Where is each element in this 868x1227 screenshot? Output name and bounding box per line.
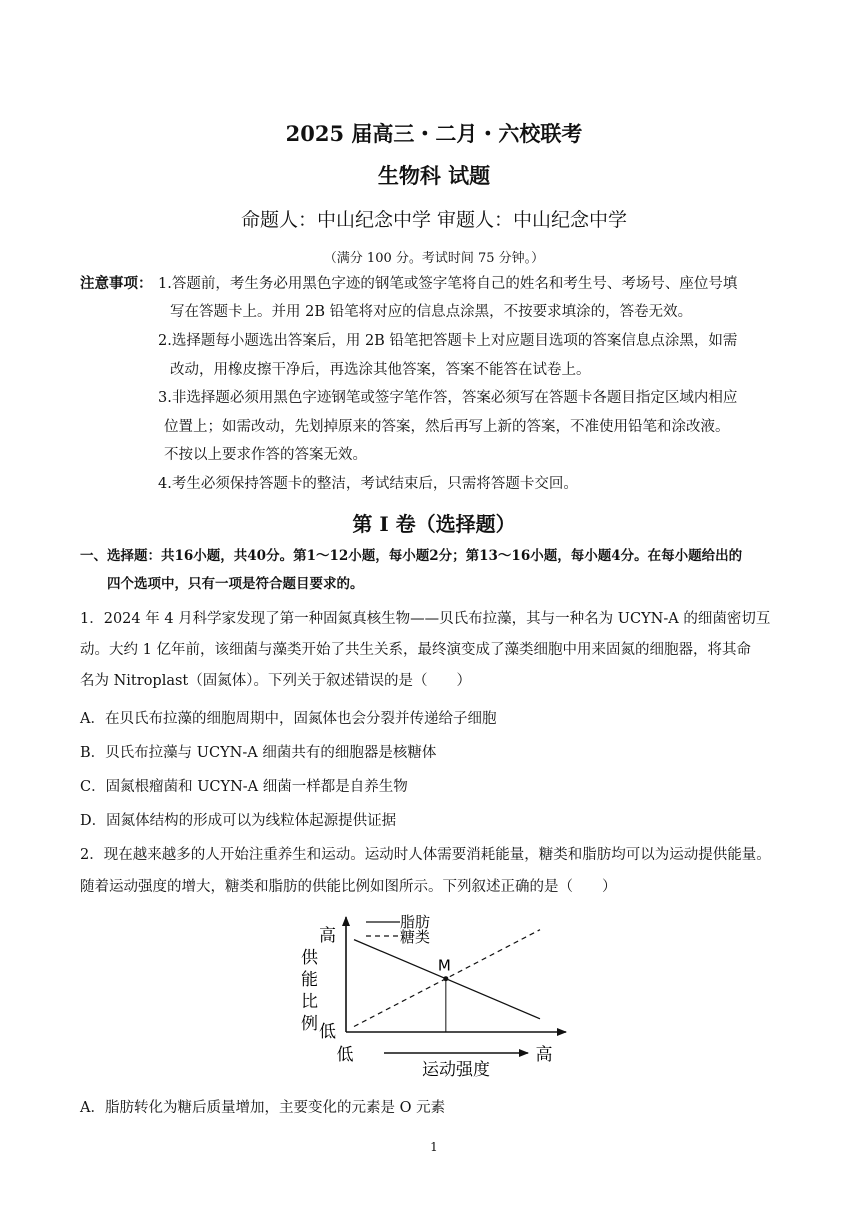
y-high-label: 高 — [319, 926, 336, 946]
q1-option-b: B．贝氏布拉藻与 UCYN-A 细菌共有的细胞器是核糖体 — [80, 745, 437, 761]
q2-option-a: A．脂肪转化为糖后质量增加，主要变化的元素是 O 元素 — [80, 1100, 446, 1116]
q1-stem-line-3: 名为 Nitroplast（固氮体）。下列关于叙述错误的是（ ） — [80, 673, 472, 689]
notice-item-1-line-2: 写在答题卡上。并用 2B 铅笔将对应的信息点涂黑，不按要求填涂的，答卷无效。 — [170, 304, 693, 320]
exam-info: （满分 100 分。考试时间 75 分钟。） — [323, 251, 545, 266]
y-axis-title-char: 例 — [301, 1014, 318, 1034]
y-axis-title-char: 能 — [301, 970, 318, 990]
q1-option-c: C．固氮根瘤菌和 UCYN-A 细菌一样都是自养生物 — [80, 779, 408, 795]
notice-item-3-line-2: 位置上；如需改动，先划掉原来的答案，然后再写上新的答案，不准使用铅笔和涂改液。 — [164, 419, 730, 435]
page-number: 1 — [430, 1140, 438, 1154]
q1-option-a: A．在贝氏布拉藻的细胞周期中，固氮体也会分裂并传递给子细胞 — [80, 711, 497, 727]
notice-label: 注意事项： — [80, 275, 153, 292]
m-point-label: M — [437, 956, 451, 975]
q1-option-d: D．固氮体结构的形成可以为线粒体起源提供证据 — [80, 813, 397, 829]
authors-line: 命题人：中山纪念中学 审题人：中山纪念中学 — [240, 209, 628, 231]
section-instructions-line-1: 一、选择题：共16小题，共40分。第1～12小题，每小题2分；第13～16小题，每小题4分。在每小题给出的 — [80, 548, 743, 564]
section-instructions-line-2: 四个选项中，只有一项是符合题目要求的。 — [107, 576, 364, 592]
legend-label-fat: 脂肪 — [400, 913, 431, 931]
notice-item-2-line-1: 2.选择题每小题选出答案后，用 2B 铅笔把答题卡上对应题目选项的答案信息点涂黑，如需 — [158, 333, 738, 349]
q1-stem-line-1: 1．2024 年 4 月科学家发现了第一种固氮真核生物——贝氏布拉藻，其与一种名为 UCYN-A 的细菌密切互 — [80, 611, 771, 627]
x-low-label: 低 — [336, 1045, 354, 1065]
y-low-label: 低 — [319, 1022, 336, 1042]
x-high-label: 高 — [535, 1045, 553, 1065]
section-title: 第 I 卷（选择题） — [352, 512, 516, 536]
y-axis-title — [301, 948, 319, 1034]
m-point — [443, 976, 448, 981]
energy-supply-chart — [290, 905, 590, 1085]
notice-item-1-line-1: 1.答题前，考生务必用黑色字迹的钢笔或签字笔将自己的姓名和考生号、考场号、座位号填 — [158, 276, 738, 292]
y-axis-title-char: 供 — [301, 948, 318, 968]
x-axis-title: 运动强度 — [422, 1060, 490, 1080]
notice-item-4-line-1: 4.考生必须保持答题卡的整洁，考试结束后，只需将答题卡交回。 — [158, 476, 578, 492]
notice-item-3-line-1: 3.非选择题必须用黑色字迹钢笔或签字笔作答，答案必须写在答题卡各题目指定区域内相应 — [158, 390, 738, 406]
notice-item-2-line-2: 改动，用橡皮擦干净后，再选涂其他答案，答案不能答在试卷上。 — [170, 362, 591, 378]
subject-title: 生物科 试题 — [377, 163, 491, 188]
y-axis-title-char: 比 — [301, 992, 318, 1012]
exam-title: 2025 届高三・二月・六校联考 — [285, 121, 583, 146]
q1-stem-line-2: 动。大约 1 亿年前，该细菌与藻类开始了共生关系，最终演变成了藻类细胞中用来固氮的细胞器，将其命 — [80, 642, 751, 658]
q2-stem-line-2: 随着运动强度的增大，糖类和脂肪的供能比例如图所示。下列叙述正确的是（ ） — [80, 879, 617, 895]
notice-item-3-line-3: 不按以上要求作答的答案无效。 — [164, 447, 367, 463]
q2-stem-line-1: 2．现在越来越多的人开始注重养生和运动。运动时人体需要消耗能量，糖类和脂肪均可以为运动提供能量。 — [80, 847, 771, 863]
legend-label-sugar: 糖类 — [400, 928, 431, 946]
